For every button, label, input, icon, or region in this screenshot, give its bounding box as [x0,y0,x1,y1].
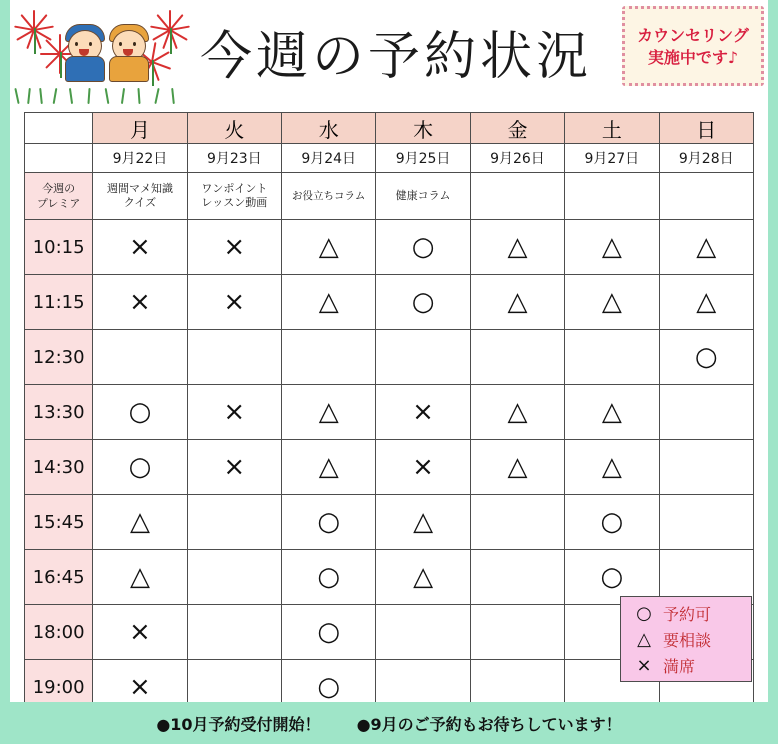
table-row-premia [25,173,754,220]
legend-item [631,652,751,678]
slot-cell-6-3[interactable]: △ [376,550,470,605]
slot-cell-3-6 [659,385,753,440]
slot-cell-3-2[interactable]: △ [282,385,376,440]
slot-cell-6-5[interactable]: ○ [565,550,659,605]
slot-cell-1-0[interactable]: × [93,275,187,330]
slot-cell-6-2[interactable]: ○ [282,550,376,605]
boy-illustration-icon [62,22,106,80]
premia-cell-5 [565,173,659,220]
date-header-2: 9月24日 [282,144,376,173]
slot-cell-2-2 [282,330,376,385]
legend-label-available: 予約可 [663,604,712,624]
legend-box [620,596,752,682]
premia-cell-3: 健康コラム [376,173,470,220]
slot-cell-7-0[interactable]: × [93,605,187,660]
legend-label-consult: 要相談 [663,630,712,650]
premia-row-label: 今週の プレミア [25,173,93,220]
footer-note-october: ●10月予約受付開始！ [156,714,321,734]
legend-item [631,626,751,652]
premia-cell-0: 週間マメ知識 クイズ [93,173,187,220]
slot-cell-4-1[interactable]: × [187,440,281,495]
premia-cell-1: ワンポイント レッスン動画 [187,173,281,220]
legend-symbol-full: × [636,654,652,676]
slot-cell-3-5[interactable]: △ [565,385,659,440]
slot-cell-0-1[interactable]: × [187,220,281,275]
slot-cell-5-4 [470,495,564,550]
slot-cell-8-2[interactable]: ○ [282,660,376,715]
slot-cell-6-0[interactable]: △ [93,550,187,605]
slot-cell-0-0[interactable]: × [93,220,187,275]
time-label-0: 10:15 [25,220,93,275]
grass-icon [10,86,200,104]
slot-cell-0-6[interactable]: △ [659,220,753,275]
premia-cell-4 [470,173,564,220]
legend-symbol-consult: △ [637,628,651,650]
time-label-3: 13:30 [25,385,93,440]
day-header-4: 金 [470,113,564,144]
slot-cell-2-1 [187,330,281,385]
counseling-badge-line2: 実施中です♪ [647,48,739,67]
legend-symbol-available: ○ [636,602,652,624]
page-inner [10,0,768,744]
right-edge-bar [768,0,778,744]
slot-cell-4-2[interactable]: △ [282,440,376,495]
day-header-5: 土 [565,113,659,144]
slot-cell-1-1[interactable]: × [187,275,281,330]
counseling-badge-line1: カウンセリング [637,26,749,45]
slot-cell-0-4[interactable]: △ [470,220,564,275]
slot-cell-4-3[interactable]: × [376,440,470,495]
slot-cell-2-4 [470,330,564,385]
footer-note-september: ●9月のご予約もお待ちしています！ [356,714,622,734]
slot-cell-5-3[interactable]: △ [376,495,470,550]
table-row [25,495,754,550]
slot-cell-0-5[interactable]: △ [565,220,659,275]
table-row [25,440,754,495]
slot-cell-2-5 [565,330,659,385]
slot-cell-5-2[interactable]: ○ [282,495,376,550]
slot-cell-4-4[interactable]: △ [470,440,564,495]
slot-cell-5-1 [187,495,281,550]
slot-cell-1-4[interactable]: △ [470,275,564,330]
legend-label-full: 満席 [663,656,696,676]
slot-cell-7-4 [470,605,564,660]
decorative-illustration [10,0,200,105]
page-title: 今週の予約状況 [200,27,593,87]
slot-cell-7-2[interactable]: ○ [282,605,376,660]
slot-cell-5-0[interactable]: △ [93,495,187,550]
left-edge-bar [0,0,10,744]
slot-cell-4-6 [659,440,753,495]
date-header-6: 9月28日 [659,144,753,173]
slot-cell-8-0[interactable]: × [93,660,187,715]
day-header-2: 水 [282,113,376,144]
legend-item [631,600,751,626]
slot-cell-2-0 [93,330,187,385]
time-label-6: 16:45 [25,550,93,605]
slot-cell-7-3 [376,605,470,660]
table-row-dates [25,144,754,173]
table-row [25,220,754,275]
date-header-5: 9月27日 [565,144,659,173]
slot-cell-4-0[interactable]: ○ [93,440,187,495]
premia-cell-6 [659,173,753,220]
slot-cell-0-3[interactable]: ○ [376,220,470,275]
slot-cell-4-5[interactable]: △ [565,440,659,495]
slot-cell-3-4[interactable]: △ [470,385,564,440]
counseling-badge [622,6,764,86]
day-header-3: 木 [376,113,470,144]
slot-cell-0-2[interactable]: △ [282,220,376,275]
slot-cell-5-6 [659,495,753,550]
table-row [25,275,754,330]
day-header-1: 火 [187,113,281,144]
premia-cell-2: お役立ちコラム [282,173,376,220]
slot-cell-3-0[interactable]: ○ [93,385,187,440]
date-header-3: 9月25日 [376,144,470,173]
slot-cell-3-3[interactable]: × [376,385,470,440]
time-label-4: 14:30 [25,440,93,495]
time-label-2: 12:30 [25,330,93,385]
date-header-0: 9月22日 [93,144,187,173]
time-label-5: 15:45 [25,495,93,550]
table-row [25,385,754,440]
time-label-7: 18:00 [25,605,93,660]
page-header [10,0,768,108]
slot-cell-6-1 [187,550,281,605]
slot-cell-5-5[interactable]: ○ [565,495,659,550]
table-corner-cell [25,113,93,144]
day-header-6: 日 [659,113,753,144]
girl-illustration-icon [106,22,150,80]
date-header-4: 9月26日 [470,144,564,173]
slot-cell-6-4 [470,550,564,605]
slot-cell-1-6[interactable]: △ [659,275,753,330]
day-header-0: 月 [93,113,187,144]
slot-cell-1-5[interactable]: △ [565,275,659,330]
date-row-corner [25,144,93,173]
slot-cell-2-3 [376,330,470,385]
footer-notes [10,702,768,744]
slot-cell-7-1 [187,605,281,660]
slot-cell-3-1[interactable]: × [187,385,281,440]
slot-cell-1-3[interactable]: ○ [376,275,470,330]
time-label-8: 19:00 [25,660,93,715]
table-row-days [25,113,754,144]
date-header-1: 9月23日 [187,144,281,173]
slot-cell-2-6[interactable]: ○ [659,330,753,385]
time-label-1: 11:15 [25,275,93,330]
slot-cell-1-2[interactable]: △ [282,275,376,330]
table-row [25,330,754,385]
